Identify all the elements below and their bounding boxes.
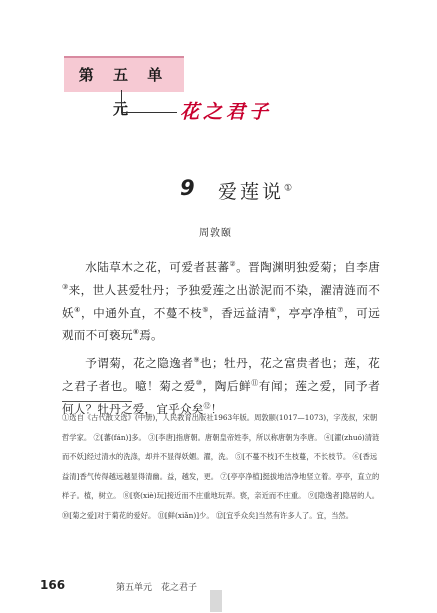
footnote-marker: ⑩ [195,378,203,387]
paragraph-text: 。晋陶渊明独爱菊；自李唐 [236,259,381,274]
paragraph-text: 焉。 [139,328,163,343]
unit-label: 第 五 单 元 [78,66,170,118]
paragraph-text: 也；牡丹，花之富贵者也；莲，花之君子者也。噫！菊之爱 [62,355,380,393]
paragraph-text: 来，世人甚爱牡丹；予独爱莲之出淤泥而不染，濯清涟而不妖 [62,282,380,320]
footnote-marker: ③ [62,282,69,291]
footnote-marker: ⑧ [132,328,140,337]
paragraph-text: 有闻；莲之爱，同予者何人？牡丹之爱，宜乎众矣 [62,378,381,416]
footnote-marker: ⑨ [193,356,201,364]
lesson-title-text: 爱莲说 [218,181,285,203]
footnote-marker: ⑦ [337,305,344,314]
paragraph-text: ，陶后鲜 [202,378,252,393]
paragraph-1 [62,254,380,345]
paragraph-text: ，亭亭净植 [276,305,338,320]
paragraph-text: 予谓菊，花之隐逸者 [85,355,194,370]
paragraph-text: 水陆草木之花，可爱者甚蕃 [85,259,230,274]
footnote-marker: ⑪ [251,378,259,387]
bracket-vertical-line [121,90,122,112]
footnote-marker: ⑫ [203,401,211,410]
lesson-number: 9 [180,176,195,200]
author-name: 周敦颐 [199,228,232,239]
paragraph-text: ，中通外直，不蔓不枝 [80,305,203,320]
unit-banner [64,56,184,118]
footer-tab-decoration [210,590,222,612]
lesson-title [218,177,295,204]
footnote-marker: ⑤ [202,305,210,314]
bracket-horizontal-line [121,112,177,113]
paragraph-text: ，可远观而不可亵玩 [62,305,380,343]
paragraph-text: ！ [210,401,223,416]
paragraph-text: ，香远益清 [209,305,270,320]
footnote-marker: ⑥ [269,305,277,314]
footnotes: ①选自《古代散文选》(中册)，人民教育出版社1963年版。周敦颐(1017—1073)，字茂叔，宋朝哲学家。 ②[蕃(fán)]多。 ③[李唐]指唐朝。唐朝皇帝姓李，所以称唐朝为李唐。 ④[濯(zhuó)清涟而不妖]经过清水的洗涤，却并不显得妖媚。濯，洗。 ⑤[不蔓不枝]不生枝蔓，不长枝节。 ⑥[香远益清]香气传得越远越显得清幽。益，越发，更。 ⑦[亭亭净植]挺拔地洁净地竖立着。亭亭，直立的样子。植，树立。 ⑧[亵(xiè)玩]接近而不庄重地玩弄。亵，亲近而不庄重。 ⑨[隐逸者]隐居的人。 ⑩[菊之爱]对于菊花的爱好。 ⑪[鲜(xiǎn)]少。 ⑫[宜乎众矣]当然有许多人了。宜，当然。 [62,413,380,520]
footnote-divider [62,401,132,402]
footnote-marker: ④ [74,305,81,314]
running-footer: 第五单元 花之君子 [116,583,198,593]
page-number: 166 [40,578,66,592]
unit-theme: 花之君子 [180,101,273,123]
lesson-footnote-mark: ① [284,183,296,194]
footnote-marker: ② [229,260,237,268]
